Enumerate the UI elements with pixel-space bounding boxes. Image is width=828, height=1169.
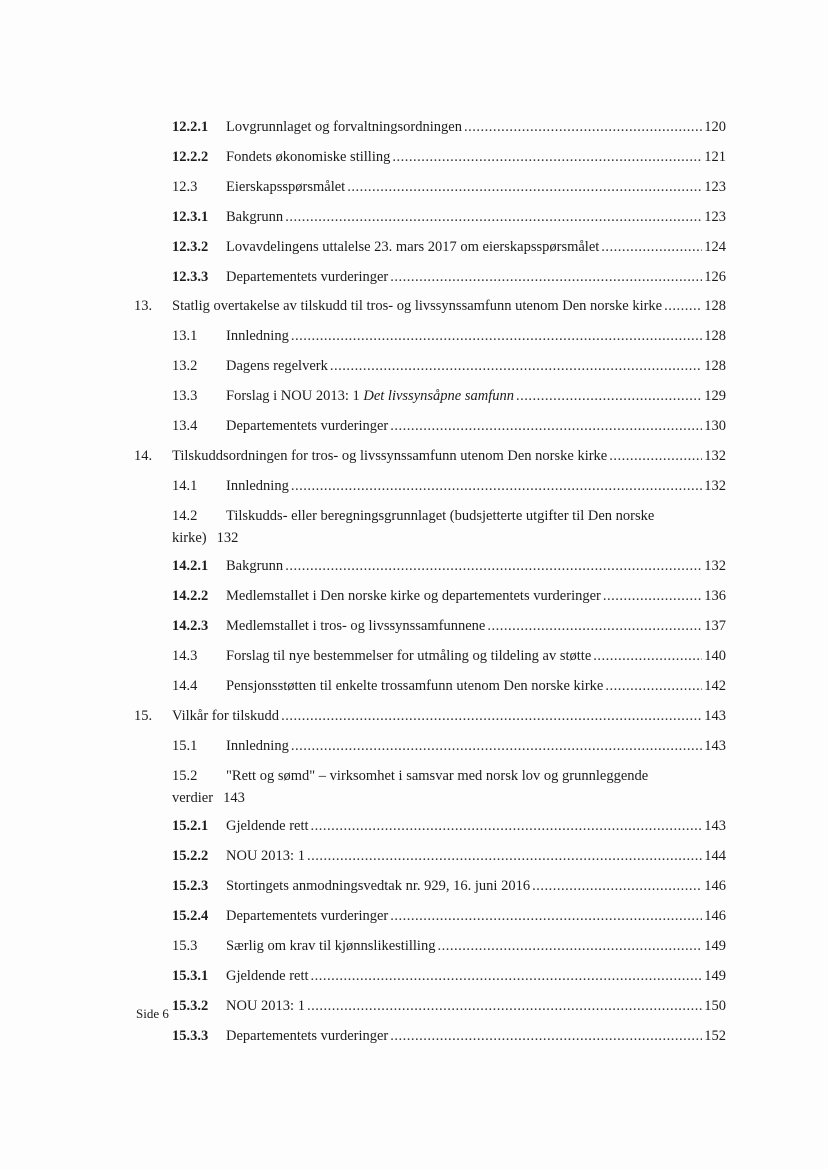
- toc-page-number: 137: [704, 618, 726, 634]
- dot-leader: [311, 967, 703, 985]
- dot-leader: [307, 997, 702, 1015]
- toc-number: 14.2.1: [172, 558, 209, 574]
- toc-page-number: 128: [704, 298, 726, 314]
- toc-page-number: 132: [704, 448, 726, 464]
- toc-page-number: 152: [704, 1028, 726, 1044]
- toc-number: 14.2.2: [172, 588, 209, 604]
- dot-leader: [390, 1027, 702, 1045]
- toc-number: 13.2: [172, 358, 198, 374]
- toc-number: 12.3.1: [172, 209, 209, 225]
- toc-title: NOU 2013: 1: [226, 848, 305, 864]
- toc-title: Departementets vurderinger: [226, 269, 389, 285]
- dot-leader: [532, 877, 702, 895]
- toc-number: 12.3.2: [172, 239, 209, 255]
- toc-page-number: 121: [704, 149, 726, 165]
- toc-number: 13.1: [172, 328, 198, 344]
- toc-page-number: 136: [704, 588, 726, 604]
- toc-page-number: 140: [704, 648, 726, 664]
- dot-leader: [390, 417, 702, 435]
- toc-number: 14.4: [172, 678, 198, 694]
- toc-number: 12.2.2: [172, 149, 209, 165]
- dot-leader: [285, 208, 702, 226]
- toc-title: Departementets vurderinger: [226, 908, 389, 924]
- toc-page-number: 124: [704, 239, 726, 255]
- toc-page-number: 128: [704, 358, 726, 374]
- dot-leader: [291, 477, 702, 495]
- toc-number: 15.2.4: [172, 908, 209, 924]
- toc-page-number: 143: [704, 818, 726, 834]
- dot-leader: [311, 817, 703, 835]
- toc-title-prefix: Forslag i NOU 2013: 1: [226, 388, 364, 404]
- toc-title-line2: kirke): [172, 530, 207, 546]
- dot-leader: [605, 677, 702, 695]
- dot-leader: [464, 118, 702, 136]
- toc-number: 12.3: [172, 179, 198, 195]
- toc-title-continued: [172, 789, 245, 807]
- toc-page-number: 132: [704, 478, 726, 494]
- dot-leader: [307, 847, 702, 865]
- toc-title-line2: verdier: [172, 790, 214, 806]
- toc-page-number: 123: [704, 209, 726, 225]
- dot-leader: [664, 297, 702, 315]
- dot-leader: [516, 387, 702, 405]
- dot-leader: [392, 148, 702, 166]
- toc-number: 14.2: [172, 508, 198, 524]
- toc-title: Departementets vurderinger: [226, 418, 389, 434]
- toc-title: Departementets vurderinger: [226, 1028, 389, 1044]
- toc-number: 15.3.1: [172, 968, 209, 984]
- toc-page-number: 129: [704, 388, 726, 404]
- toc-number: 15.: [134, 708, 153, 724]
- toc-page-number: 130: [704, 418, 726, 434]
- toc-title: Medlemstallet i Den norske kirke og departementets vurderinger: [226, 588, 601, 604]
- toc-page-number: 132: [216, 530, 239, 546]
- dot-leader: [487, 617, 702, 635]
- toc-number: 15.3: [172, 938, 198, 954]
- dot-leader: [603, 587, 702, 605]
- toc-title-continued: [172, 529, 238, 547]
- toc-page-number: 149: [704, 968, 726, 984]
- toc-page-number: 120: [704, 119, 726, 135]
- toc-number: 13.: [134, 298, 153, 314]
- toc-title-italic: Det livssynsåpne samfunn: [363, 388, 514, 404]
- toc-number: 15.3.2: [172, 998, 209, 1014]
- toc-title: Tilskuddsordningen for tros- og livssynssamfunn utenom Den norske kirke: [172, 448, 608, 464]
- dot-leader: [609, 447, 702, 465]
- toc-title: NOU 2013: 1: [226, 998, 305, 1014]
- toc-title: Medlemstallet i tros- og livssynssamfunnene: [226, 618, 486, 634]
- dot-leader: [291, 327, 702, 345]
- toc-number: 14.: [134, 448, 153, 464]
- toc-page-number: 143: [704, 738, 726, 754]
- toc-title: [226, 387, 514, 405]
- toc-page-number: 132: [704, 558, 726, 574]
- page-footer: Side 6: [136, 1006, 169, 1021]
- toc-number: 15.1: [172, 738, 198, 754]
- dot-leader: [285, 557, 702, 575]
- toc-number: 12.2.1: [172, 119, 209, 135]
- toc-number: 13.4: [172, 418, 198, 434]
- dot-leader: [281, 707, 702, 725]
- dot-leader: [437, 937, 702, 955]
- toc-number: 15.3.3: [172, 1028, 209, 1044]
- toc-page-number: 142: [704, 678, 726, 694]
- toc-title: Innledning: [226, 328, 289, 344]
- toc-page-number: 150: [704, 998, 726, 1014]
- toc-number: 12.3.3: [172, 269, 209, 285]
- toc-number: 14.3: [172, 648, 198, 664]
- toc-page-number: 146: [704, 908, 726, 924]
- toc-page-number: 126: [704, 269, 726, 285]
- toc-page-number: 143: [223, 790, 245, 806]
- toc-title: Gjeldende rett: [226, 968, 309, 984]
- dot-leader: [390, 268, 702, 286]
- dot-leader: [390, 907, 702, 925]
- toc-title: Innledning: [226, 478, 289, 494]
- toc-title: "Rett og sømd" – virksomhet i samsvar med norsk lov og grunnleggende: [226, 768, 649, 784]
- toc-title: Statlig overtakelse av tilskudd til tros- og livssynssamfunn utenom Den norske kirke: [172, 298, 663, 314]
- toc-page-number: 144: [704, 848, 726, 864]
- toc-title: Pensjonsstøtten til enkelte trossamfunn utenom Den norske kirke: [226, 678, 604, 694]
- toc-title: Lovavdelingens uttalelse 23. mars 2017 om eierskapsspørsmålet: [226, 239, 600, 255]
- dot-leader: [330, 357, 702, 375]
- dot-leader: [291, 737, 702, 755]
- toc-number: 15.2.3: [172, 878, 209, 894]
- dot-leader: [593, 647, 702, 665]
- toc-number: 14.1: [172, 478, 198, 494]
- toc-title: Forslag til nye bestemmelser for utmåling og tildeling av støtte: [226, 648, 592, 664]
- toc-page-number: 146: [704, 878, 726, 894]
- toc-title: Vilkår for tilskudd: [172, 708, 280, 724]
- toc-page-number: 143: [704, 708, 726, 724]
- toc-page-number: 128: [704, 328, 726, 344]
- toc-title: Særlig om krav til kjønnslikestilling: [226, 938, 436, 954]
- toc-title: Dagens regelverk: [226, 358, 328, 374]
- toc-title: Gjeldende rett: [226, 818, 309, 834]
- toc-title: Tilskudds- eller beregningsgrunnlaget (budsjetterte utgifter til Den norske: [226, 508, 655, 524]
- dot-leader: [601, 238, 702, 256]
- toc-title: Stortingets anmodningsvedtak nr. 929, 16. juni 2016: [226, 878, 531, 894]
- toc-number: 13.3: [172, 388, 198, 404]
- toc-number: 15.2: [172, 768, 198, 784]
- toc-title: Innledning: [226, 738, 289, 754]
- toc-title: Lovgrunnlaget og forvaltningsordningen: [226, 119, 462, 135]
- toc-page-number: 123: [704, 179, 726, 195]
- dot-leader: [347, 178, 702, 196]
- toc-number: 15.2.1: [172, 818, 209, 834]
- toc-number: 14.2.3: [172, 618, 209, 634]
- toc-title: Bakgrunn: [226, 209, 284, 225]
- toc-title: Bakgrunn: [226, 558, 284, 574]
- toc-title: Fondets økonomiske stilling: [226, 149, 391, 165]
- toc-page-number: 149: [704, 938, 726, 954]
- toc-number: 15.2.2: [172, 848, 209, 864]
- toc-title: Eierskapsspørsmålet: [226, 179, 346, 195]
